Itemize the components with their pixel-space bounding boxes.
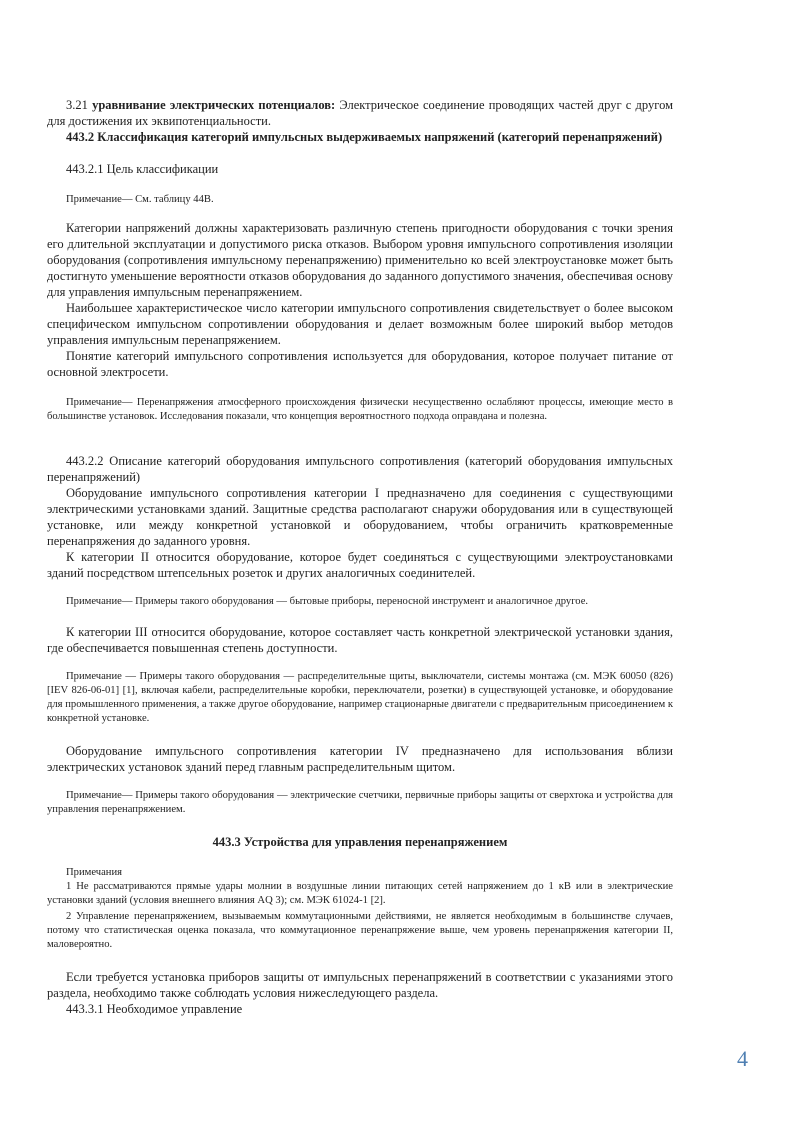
heading-443-2-1: 443.2.1 Цель классификации bbox=[66, 162, 219, 176]
heading-443-2-2: 443.2.2 Описание категорий оборудования импульсного сопротивления (категорий оборудования импульсных перенапряжений) bbox=[47, 454, 673, 484]
note-switching-overvoltage: 2 Управление перенапряжением, вызываемым коммутационными действиями, не является необходимым в большинстве случаев, потому что статистическая оценка показала, что коммутационное перенапряжение выше, чем уровень перенапряжения категории II, маловероятно. bbox=[47, 911, 673, 950]
paragraph-impulse-categories-concept: Понятие категорий импульсного сопротивления используется для оборудования, которое получает питание от основной электросети. bbox=[47, 349, 673, 379]
heading-443-2: 443.2 Классификация категорий импульсных выдерживаемых напряжений (категорий перенапряжений) bbox=[66, 130, 663, 144]
paragraph-voltage-categories: Категории напряжений должны характеризовать различную степень пригодности оборудования с точки зрения его длительной эксплуатации и допустимого риска отказов. Выбором уровня импульсного сопротивления изоляции оборудования (сопротивления импульсному перенапряжению) применительно ко всей электроустановке может быть достигнуто уменьшение вероятности отказов оборудования до заданного допустимого значения, обеспечивая основу для управления импульсным перенапряжением. bbox=[47, 221, 673, 299]
note-category-2-examples: Примечание— Примеры такого оборудования — бытовые приборы, переносной инструмент и аналогичное другое. bbox=[66, 596, 589, 607]
page-number: 4 bbox=[737, 1046, 748, 1071]
paragraph-protection-devices: Если требуется установка приборов защиты от импульсных перенапряжений в соответствии с указаниями этого раздела, необходимо также соблюдать условия нижеследующего раздела. bbox=[47, 970, 673, 1000]
definition-number: 3.21 bbox=[66, 98, 93, 112]
paragraph-category-3: К категории III относится оборудование, которое составляет часть конкретной электрической установки здания, где обеспечивается повышенная степень доступности. bbox=[47, 625, 673, 655]
definition-term: уравнивание электрических потенциалов: bbox=[92, 98, 336, 112]
notes-title: Примечания bbox=[66, 867, 122, 878]
note-category-3-examples: Примечание — Примеры такого оборудования — распределительные щиты, выключатели, системы монтажа (см. МЭК 60050 (826) [IEV 826-06-01] [1], включая кабели, распределительные коробки, переключатели, розетки) в существующей установке, и оборудование для промышленного применения, а также другое оборудование, например стационарные двигатели с предварительным присоединением к конкретной установке. bbox=[47, 671, 673, 724]
heading-443-3: 443.3 Устройства для управления перенапряжением bbox=[212, 835, 508, 849]
definition-text: Электрическое соединение проводящих частей друг с другом для достижения их эквипотенциальности. bbox=[47, 98, 673, 128]
heading-443-3-1: 443.3.1 Необходимое управление bbox=[66, 1002, 243, 1016]
paragraph-category-1: Оборудование импульсного сопротивления категории I предназначено для соединения с существующими электрическими установками зданий. Защитные средства располагают снаружи оборудования или в существующей установке, или между конкретной установкой и оборудованием, чтобы ограничить кратковременные перенапряжения до заданного уровня. bbox=[47, 486, 673, 548]
paragraph-category-4: Оборудование импульсного сопротивления категории IV предназначено для использования вблизи электрических установок зданий перед главным распределительным щитом. bbox=[47, 744, 673, 774]
note-category-4-examples: Примечание— Примеры такого оборудования — электрические счетчики, первичные приборы защиты от сверхтока и устройства для управления перенапряжением. bbox=[47, 790, 673, 815]
paragraph-category-2: К категории II относится оборудование, которое будет соединяться с существующими электроустановками зданий посредством штепсельных розеток и других аналогичных соединителей. bbox=[47, 550, 673, 580]
definition-3-21 bbox=[47, 97, 673, 129]
note-atmospheric-overvoltage: Примечание— Перенапряжения атмосферного происхождения физически несущественно ослабляют процессы, имеющие место в большинстве установок. Исследования показали, что концепция вероятностного подхода оправдана и полезна. bbox=[47, 397, 673, 422]
paragraph-characteristic-number: Наибольшее характеристическое число категории импульсного сопротивления свидетельствует о более высоком специфическом импульсном сопротивлении оборудования и делает возможным более широкий выбор методов управления импульсным перенапряжением. bbox=[47, 301, 673, 347]
note-lightning-strikes: 1 Не рассматриваются прямые удары молнии в воздушные линии питающих сетей напряжением до 1 кВ или в электрические установки зданий (условия внешнего влияния AQ 3); см. МЭК 61024-1 [2]. bbox=[47, 881, 673, 906]
note-table-44b: Примечание— См. таблицу 44В. bbox=[66, 194, 214, 205]
